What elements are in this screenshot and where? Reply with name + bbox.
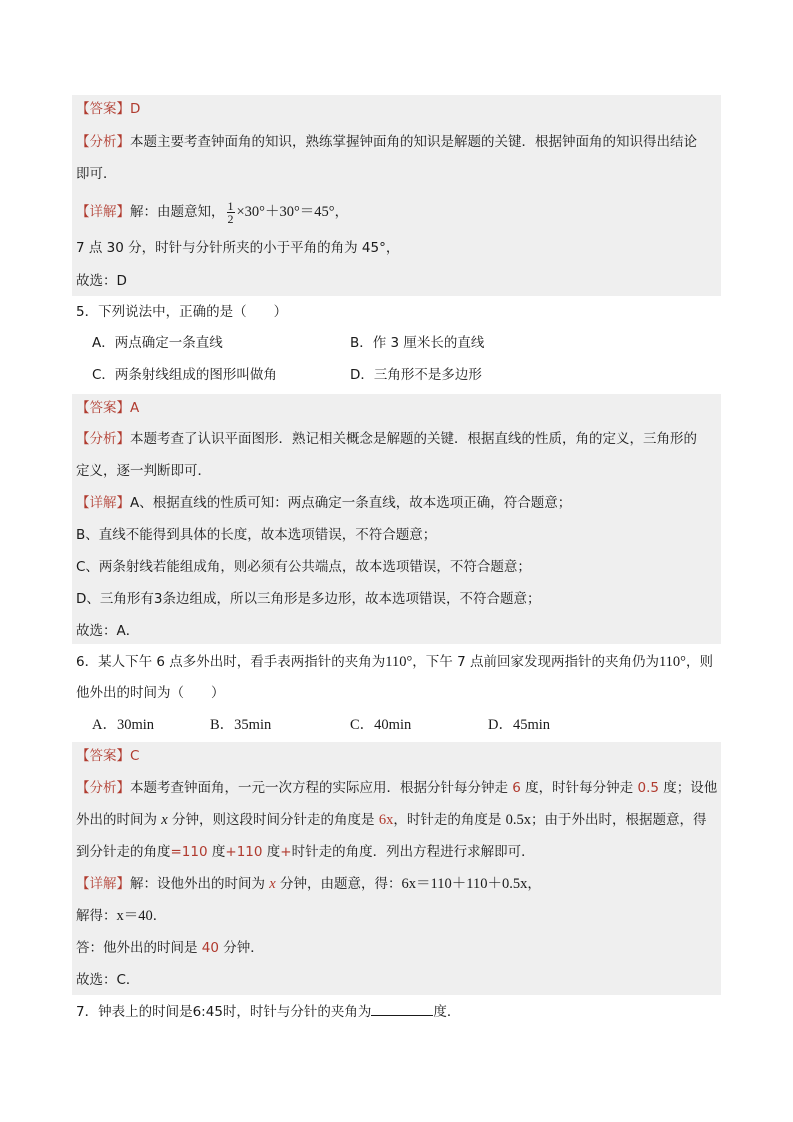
q4-answer-line [76, 98, 140, 120]
analysis-tag: 【分析】 [76, 431, 130, 447]
analysis-text: 即可． [76, 166, 117, 182]
answer-tag: 【答案】 [76, 400, 130, 416]
value-plus-110: +110 [225, 844, 263, 860]
q4-choose-line [76, 270, 127, 292]
option-text: D．三角形不是多边形 [350, 367, 482, 383]
q6-stem-line-2 [76, 682, 225, 704]
fraction-numerator: 1 [227, 198, 234, 213]
detail-text: ， [527, 876, 541, 892]
q6-analysis-line-3 [76, 841, 535, 863]
detail-text: B、直线不能得到具体的长度，故本选项错误，不符合题意； [76, 527, 437, 543]
detail-text: A、根据直线的性质可知：两点确定一条直线，故本选项正确，符合题意； [130, 495, 572, 511]
expr-6x: 6x [378, 812, 394, 828]
analysis-text: 度，时针每分钟走 [520, 780, 638, 796]
q5-option-a [92, 332, 223, 354]
question-text: 7．钟表上的时间是6:45时，时针与分针的夹角为 [76, 1004, 372, 1020]
q4-solution-block [72, 95, 721, 296]
equation: 6x＝110＋110＋0.5x [401, 876, 528, 892]
question-text: 5．下列说法中，正确的是（ ） [76, 304, 288, 320]
option-text: A．两点确定一条直线 [92, 335, 223, 351]
q5-analysis-line-1 [76, 428, 697, 450]
answer-value: C [130, 748, 140, 764]
detail-text: 解：设他外出的时间为 [130, 876, 270, 892]
question-text: ，下午 7 点前回家发现两指针的夹角仍为 [412, 654, 659, 670]
analysis-text: ；由于外出时，根据题意，得 [531, 812, 707, 828]
q6-option-d [488, 714, 550, 736]
q5-detail-line-2 [76, 524, 436, 546]
analysis-text: 度；设他 [658, 780, 718, 796]
answer-value: A [130, 400, 140, 416]
plus-sign: + [280, 844, 292, 860]
value-110: =110 [170, 844, 208, 860]
q6-detail-line [76, 873, 541, 895]
analysis-text: 时针走的角度．列出方程进行求解即可． [291, 844, 535, 860]
q6-choose-line [76, 969, 139, 991]
detail-text: 分钟，由题意，得： [275, 876, 402, 892]
q5-option-d [350, 364, 482, 386]
answer-tag: 【答案】 [76, 101, 130, 117]
fraction-denominator: 2 [227, 211, 234, 226]
q5-stem [76, 301, 287, 323]
question-text: 度． [433, 1004, 461, 1020]
answer-blank[interactable] [371, 1001, 433, 1016]
q4-detail-line [76, 199, 348, 225]
q7-stem [76, 1001, 460, 1023]
fraction [227, 200, 235, 225]
option-text: B．35min [210, 717, 272, 733]
q6-option-a [92, 714, 154, 736]
detail-text: 解：由题意知， [130, 204, 225, 220]
q6-reply-line [76, 937, 264, 959]
angle-value: 110° [385, 654, 413, 670]
option-text: C．40min [350, 717, 412, 733]
analysis-text: 本题考查钟面角，一元一次方程的实际应用．根据分针每分钟走 [130, 780, 513, 796]
q6-option-c [350, 714, 411, 736]
detail-tag: 【详解】 [76, 204, 130, 220]
q4-analysis-line-2 [76, 163, 117, 185]
detail-comma: ， [334, 204, 349, 220]
value-6: 6 [512, 780, 521, 796]
q4-analysis-line-1 [76, 131, 697, 153]
analysis-text: 度 [207, 844, 226, 860]
question-text: ，则 [685, 654, 713, 670]
detail-text: 解得： [76, 908, 117, 924]
value-0-5: 0.5 [637, 780, 659, 796]
q6-option-b [210, 714, 271, 736]
q6-analysis-line-2 [76, 809, 707, 831]
q5-detail-line-3 [76, 556, 531, 578]
detail-text: 分钟． [218, 940, 264, 956]
question-text: 他外出的时间为（ ） [76, 685, 225, 701]
value-40: 40 [201, 940, 219, 956]
answer-tag: 【答案】 [76, 748, 130, 764]
variable-x: x [161, 812, 168, 828]
detail-text: 7 点 30 分，时针与分针所夹的小于平角的角为 45°， [76, 240, 400, 256]
analysis-tag: 【分析】 [76, 780, 130, 796]
detail-text: D、三角形有3条边组成，所以三角形是多边形，故本选项错误，不符合题意； [76, 591, 541, 607]
analysis-text: 分钟，则这段时间分针走的角度是 [167, 812, 379, 828]
analysis-text: 外出的时间为 [76, 812, 162, 828]
q6-stem-line-1 [76, 651, 713, 673]
detail-text: ． [152, 908, 167, 924]
q6-answer-line [76, 745, 139, 767]
analysis-text: 定义，逐一判断即可． [76, 463, 211, 479]
expr-0-5x: 0.5x [505, 812, 531, 828]
analysis-text: 到分针走的角度 [76, 844, 171, 860]
analysis-text: ，时针走的角度是 [393, 812, 506, 828]
q5-option-c [92, 364, 277, 386]
q6-solve-line [76, 905, 166, 927]
analysis-tag: 【分析】 [76, 134, 130, 150]
detail-tag: 【详解】 [76, 495, 130, 511]
variable-x: x [269, 876, 276, 892]
q5-analysis-line-2 [76, 460, 211, 482]
analysis-text: 本题主要考查钟面角的知识，熟练掌握钟面角的知识是解题的关键．根据钟面角的知识得出结论 [130, 134, 697, 150]
option-text: C．两条射线组成的图形叫做角 [92, 367, 277, 383]
q5-detail-line-1 [76, 492, 571, 514]
choose-text: 故选：A． [76, 623, 140, 639]
q4-detail-line-2 [76, 237, 399, 259]
detail-tag: 【详解】 [76, 876, 130, 892]
choose-text: 故选：C． [76, 972, 140, 988]
analysis-text: 本题考查了认识平面图形．熟记相关概念是解题的关键．根据直线的性质，角的定义，三角形的 [130, 431, 697, 447]
option-text: B．作 3 厘米长的直线 [350, 335, 485, 351]
q5-detail-line-4 [76, 588, 540, 610]
analysis-text: 度 [262, 844, 281, 860]
q5-option-b [350, 332, 484, 354]
detail-text: 答：他外出的时间是 [76, 940, 202, 956]
q5-answer-line [76, 397, 139, 419]
angle-value: 110° [658, 654, 686, 670]
formula: ×30°＋30°＝45° [236, 204, 335, 220]
q5-choose-line [76, 620, 139, 642]
option-text: A．30min [92, 717, 155, 733]
q6-analysis-line-1 [76, 777, 717, 799]
option-text: D．45min [488, 717, 551, 733]
question-text: 6．某人下午 6 点多外出时，看手表两指针的夹角为 [76, 654, 386, 670]
answer-value: D [130, 101, 141, 117]
choose-text: 故选：D [76, 273, 127, 289]
solution-equation: x＝40 [116, 908, 153, 924]
detail-text: C、两条射线若能组成角，则必须有公共端点，故本选项错误，不符合题意； [76, 559, 531, 575]
